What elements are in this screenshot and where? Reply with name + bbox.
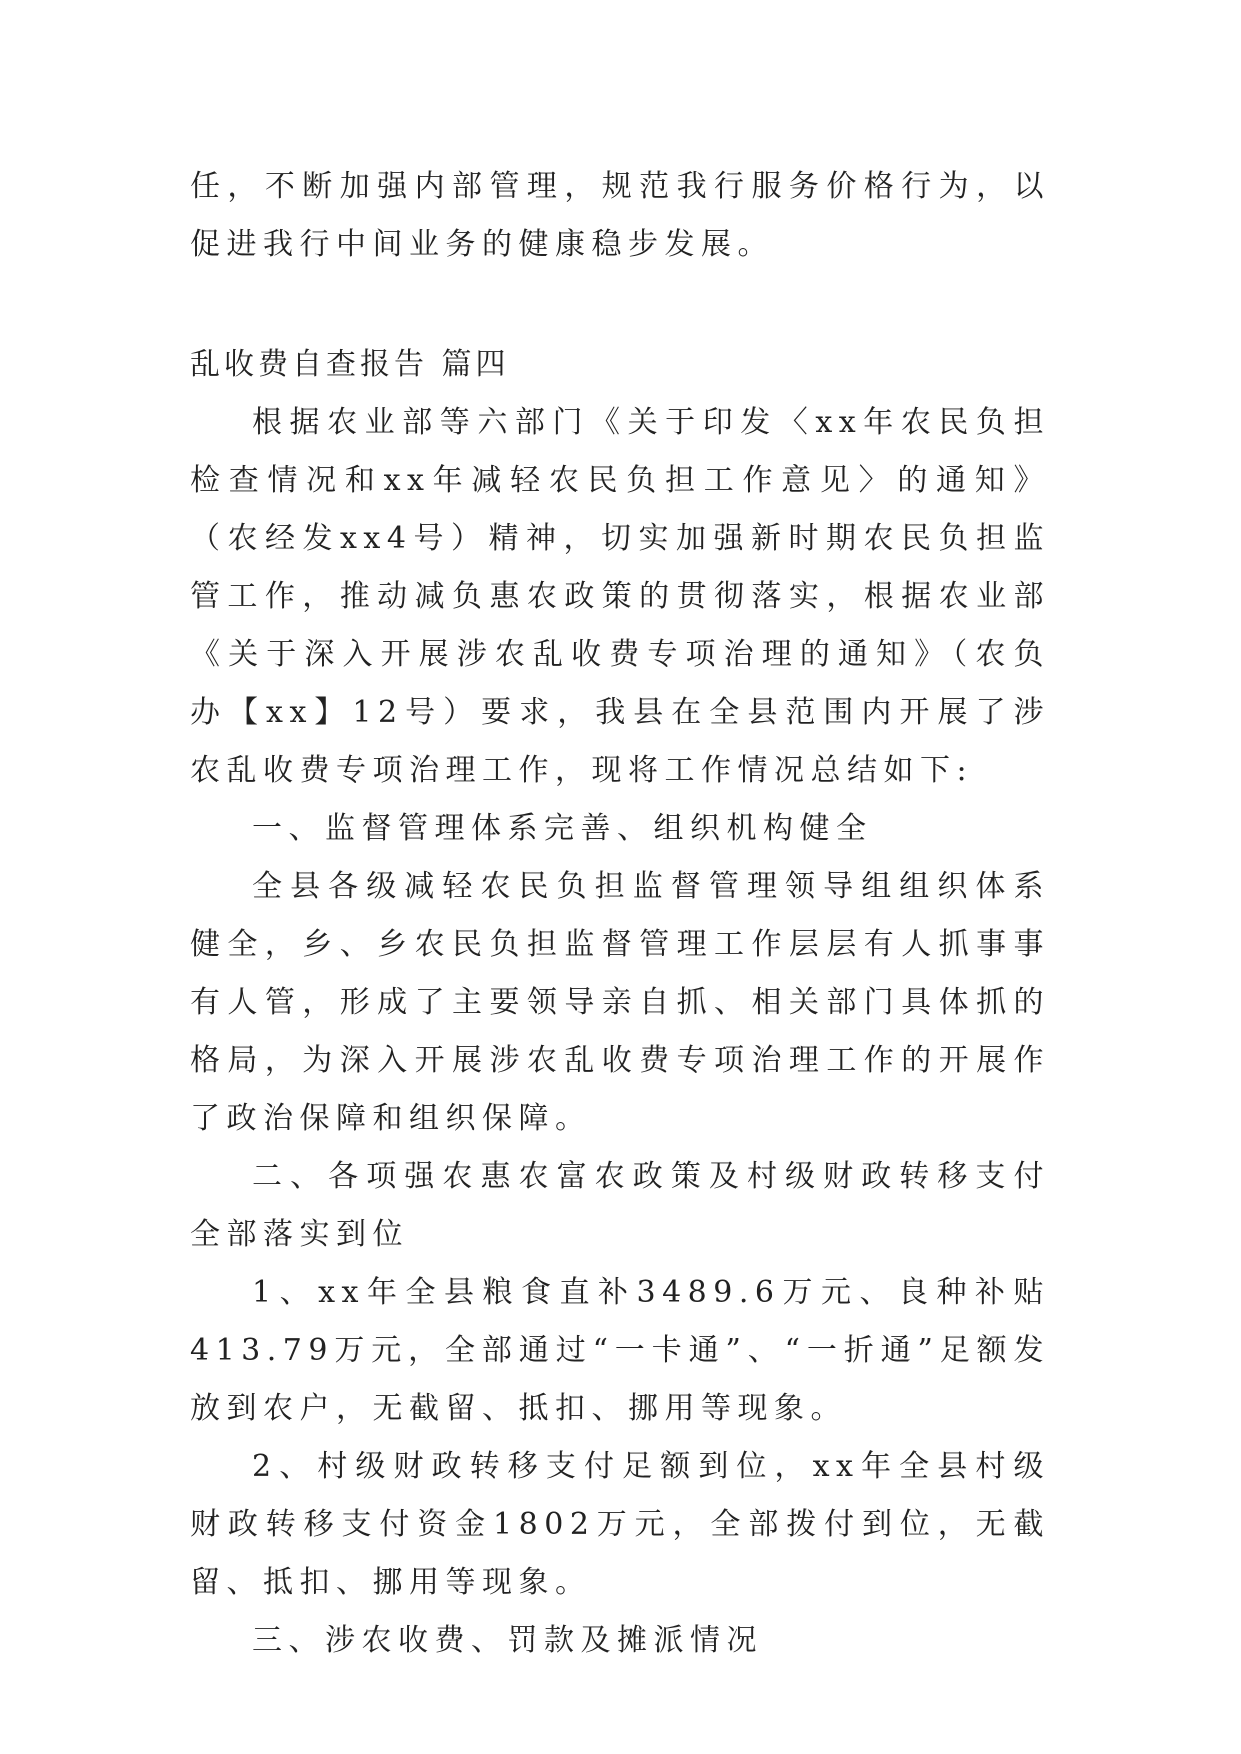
intro-paragraph: 根据农业部等六部门《关于印发〈xx年农民负担检查情况和xx年减轻农民负担工作意见〉的通知》（农经发xx4号）精神，切实加强新时期农民负担监管工作，推动减负惠农政策的贯彻落实，根据农业部《关于深入开展涉农乱收费专项治理的通知》（农负办【xx】12号）要求，我县在全县范围内开展了涉农乱收费专项治理工作，现将工作情况总结如下:	[190, 405, 1050, 788]
document-body	[190, 158, 1050, 1670]
heading-two: 二、各项强农惠农富农政策及村级财政转移支付全部落实到位	[190, 1159, 1050, 1252]
heading-three: 三、涉农收费、罚款及摊派情况	[252, 1623, 763, 1658]
section-title: 乱收费自查报告 篇四	[190, 347, 510, 382]
paragraph-grain-subsidy: 1、xx年全县粮食直补3489.6万元、良种补贴413.79万元，全部通过“一卡通”、“一折通”足额发放到农户，无截留、抵扣、挪用等现象。	[190, 1275, 1050, 1426]
paragraph-organization: 全县各级减轻农民负担监督管理领导组组织体系健全，乡、乡农民负担监督管理工作层层有人抓事事有人管，形成了主要领导亲自抓、相关部门具体抓的格局，为深入开展涉农乱收费专项治理工作的开展作了政治保障和组织保障。	[190, 869, 1050, 1136]
heading-one: 一、监督管理体系完善、组织机构健全	[252, 811, 873, 846]
paragraph-spacer	[190, 274, 1050, 336]
paragraph-village-transfer: 2、村级财政转移支付足额到位，xx年全县村级财政转移支付资金1802万元，全部拨付到位，无截留、抵扣、挪用等现象。	[190, 1449, 1050, 1600]
continuation-paragraph: 任，不断加强内部管理，规范我行服务价格行为，以促进我行中间业务的健康稳步发展。	[190, 169, 1050, 262]
